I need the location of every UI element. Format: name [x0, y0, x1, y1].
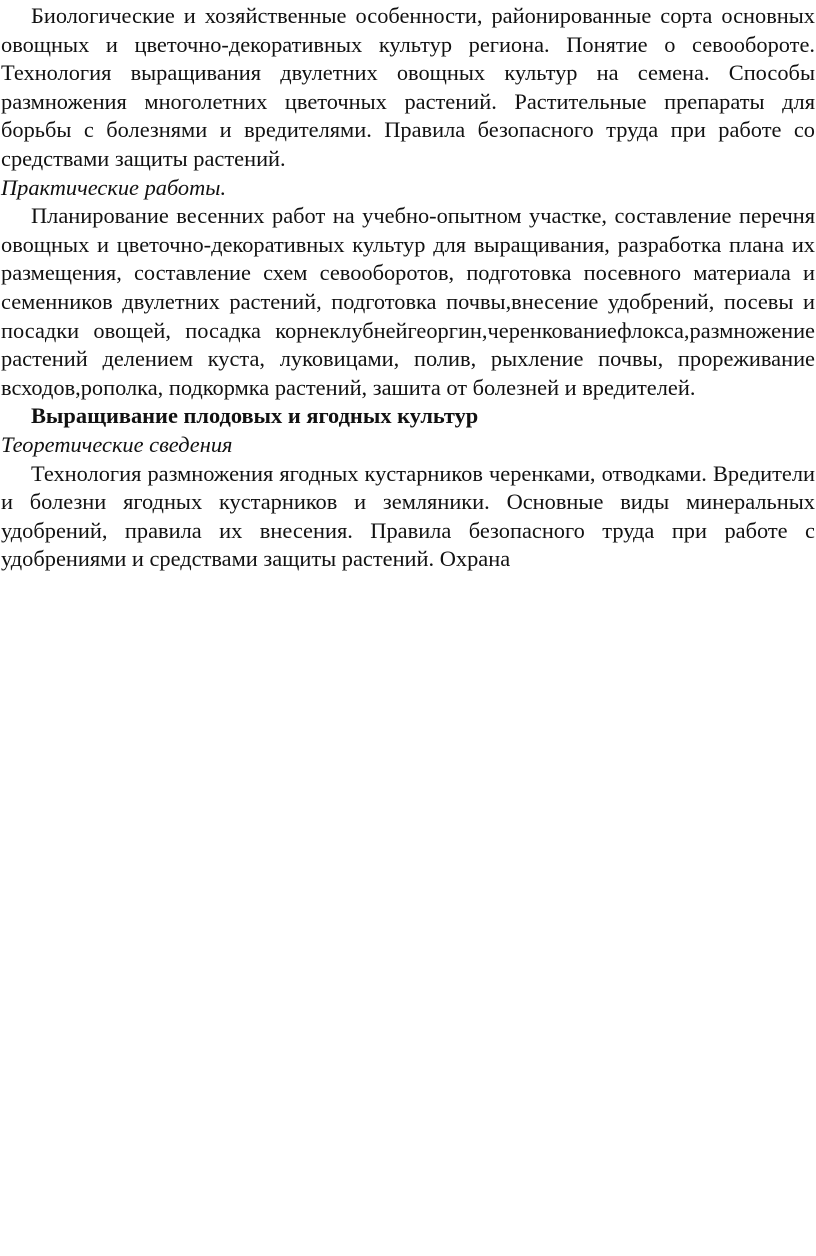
paragraph-berry-theory: Технология размножения ягодных кустарников черенками, отводками. Вредители и болезни ягодных кустарников и земляники. Основные виды минеральных удобрений, правила их внесения. Правила безопасного труда при работе с удобрениями и средствами защиты растений. Охрана	[1, 460, 815, 572]
paragraph-practical-works: Планирование весенних работ на учебно-опытном участке, составление перечня овощных и цветочно-декоративных культур для выращивания, разработка плана их размещения, составление схем севооборотов, подготовка посевного материала и семенников двулетних растений, подготовка почвы,внесение удобрений, посевы и посадки овощей, посадка корнеклубнейгеоргин,черенкованиефлокса,размножение растений делением куста, луковицами, полив, рыхление почвы, прореживание всходов,рополка, подкормка растений, зашита от болезней и вредителей.	[1, 203, 815, 400]
theory-label: Теоретические сведения	[1, 431, 233, 457]
paragraph-vegetable-crops-theory: Биологические и хозяйственные особенности, районированные сорта основных овощных и цветочно-декоративных культур региона. Понятие о севообороте. Технология выращивания двулетних овощных культур на семена. Способы размножения многолетних цветочных растений. Растительные препараты для борьбы с болезнями и вредителями. Правила безопасного труда при работе со средствами защиты растений.	[1, 3, 815, 171]
section-heading-fruit-berry: Выращивание плодовых и ягодных культур	[31, 403, 479, 429]
practical-works-label: Практические работы.	[1, 174, 227, 200]
